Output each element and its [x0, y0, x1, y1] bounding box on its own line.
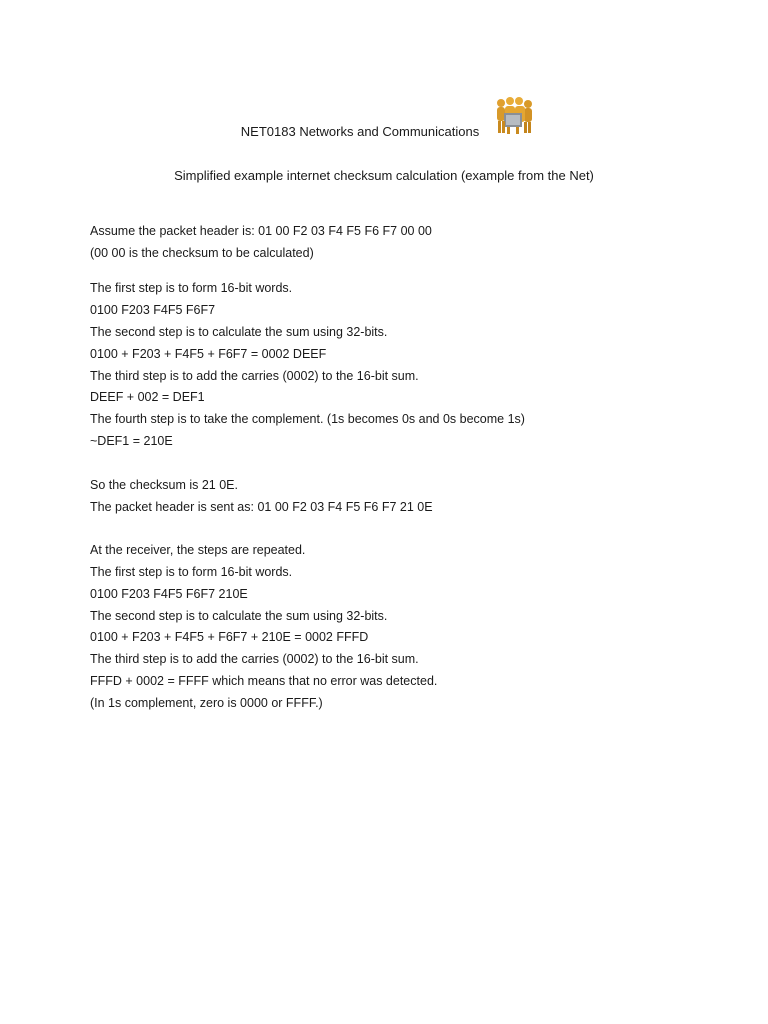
step-line: The second step is to calculate the sum using 32-bits.: [90, 325, 388, 339]
packet-header-line: Assume the packet header is: 01 00 F2 03 F4 F5 F6 F7 00 00: [90, 224, 432, 238]
receiver-line: (In 1s complement, zero is 0000 or FFFF.): [90, 696, 323, 710]
checksum-note-line: (00 00 is the checksum to be calculated): [90, 246, 314, 260]
receiver-line: 0100 + F203 + F4F5 + F6F7 + 210E = 0002 FFFD: [90, 630, 369, 644]
step-line: The fourth step is to take the complement. (1s becomes 0s and 0s become 1s): [90, 412, 525, 426]
step-line: 0100 + F203 + F4F5 + F6F7 = 0002 DEEF: [90, 347, 327, 361]
receiver-line: The third step is to add the carries (0002) to the 16-bit sum.: [90, 652, 419, 666]
step-line: DEEF + 002 = DEF1: [90, 390, 205, 404]
people-group-icon: [490, 96, 536, 136]
page-title: NET0183 Networks and Communications: [240, 124, 480, 139]
receiver-line: The first step is to form 16-bit words.: [90, 565, 293, 579]
result-line: The packet header is sent as: 01 00 F2 03 F4 F5 F6 F7 21 0E: [90, 500, 433, 514]
receiver-line: FFFD + 0002 = FFFF which means that no error was detected.: [90, 674, 438, 688]
receiver-line: The second step is to calculate the sum using 32-bits.: [90, 609, 388, 623]
receiver-line: At the receiver, the steps are repeated.: [90, 543, 306, 557]
step-line: The first step is to form 16-bit words.: [90, 281, 293, 295]
result-line: So the checksum is 21 0E.: [90, 478, 238, 492]
step-line: 0100 F203 F4F5 F6F7: [90, 303, 216, 317]
step-line: The third step is to add the carries (0002) to the 16-bit sum.: [90, 369, 419, 383]
document-subtitle: Simplified example internet checksum calculation (example from the Net): [174, 168, 594, 183]
step-line: ~DEF1 = 210E: [90, 434, 173, 448]
receiver-line: 0100 F203 F4F5 F6F7 210E: [90, 587, 248, 601]
